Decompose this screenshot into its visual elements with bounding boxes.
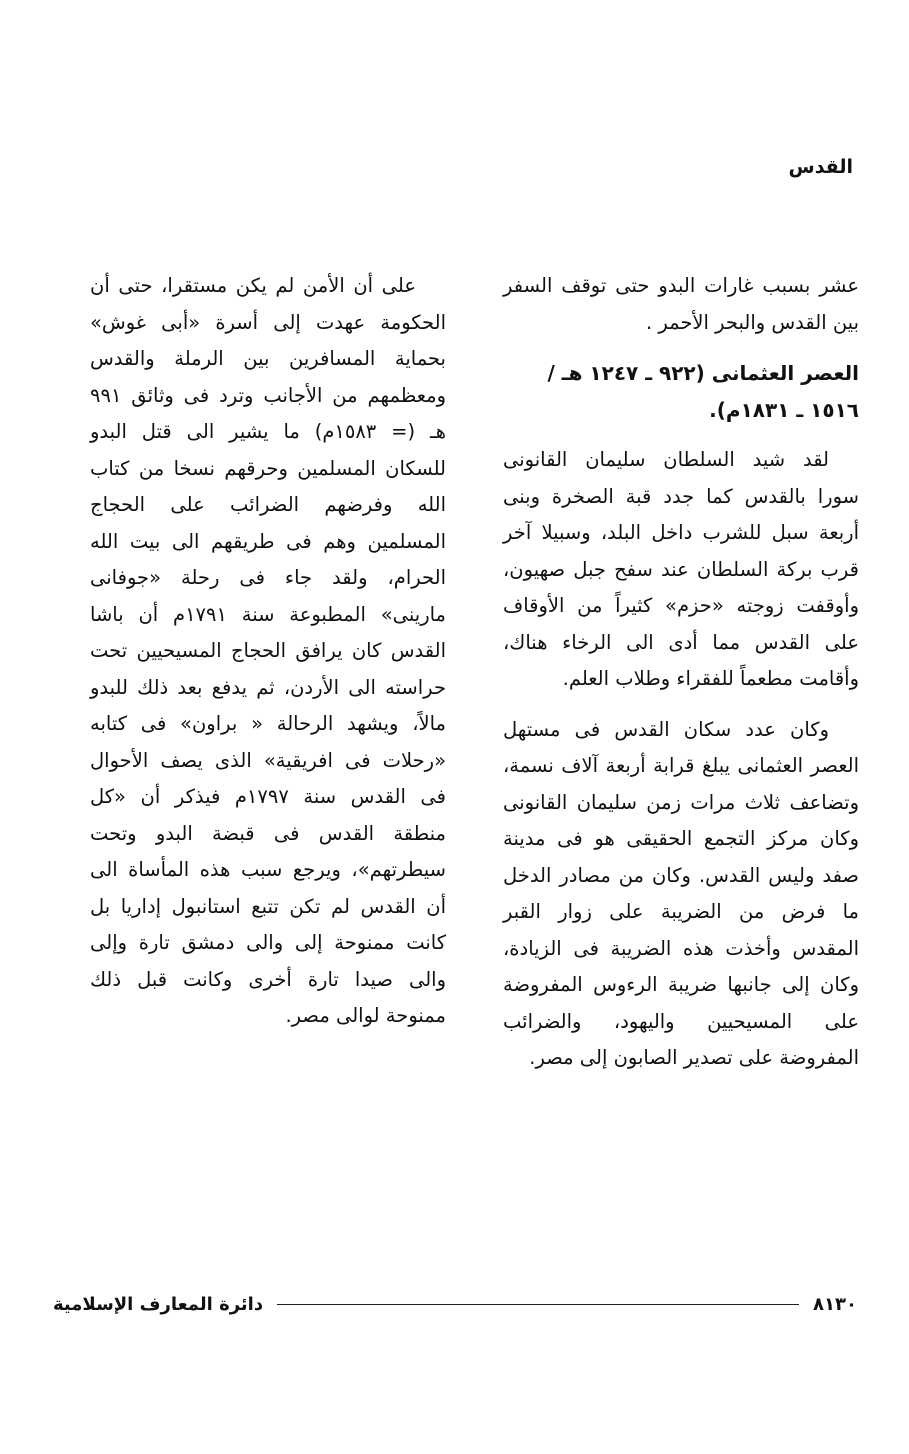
- left-paragraph-1: على أن الأمن لم يكن مستقرا، حتى أن الحكومة عهدت إلى أسرة «أبى غوش» بحماية المسافرين بين الرملة والقدس ومعظمهم من الأجانب وترد فى وثائق ٩٩١ هـ (= ١٥٨٣م) ما يشير الى قتل البدو للسكان المسلمين وحرقهم نسخا من كتاب الله وفرضهم الضرائب على الحجاج المسلمين وهم فى طريقهم الى بيت الله الحرام، ولقد جاء فى رحلة «جوفانى مارينى» المطبوعة سنة ١٧٩١م أن باشا القدس كان يرافق الحجاج المسيحيين تحت حراسته الى الأردن، ثم يدفع بعد ذلك للبدو مالاً، ويشهد الرحالة « براون» فى كتابه «رحلات فى افريقية» الذى يصف الأحوال فى القدس سنة ١٧٩٧م فيذكر أن «كل منطقة القدس فى قبضة البدو وتحت سيطرتهم»، ويرجع سبب هذه المأساة الى أن القدس لم تكن تتبع استانبول إداريا بل كانت ممنوحة إلى والى دمشق تارة وإلى والى صيدا تارة أخرى وكانت قبل ذلك ممنوحة لوالى مصر.: [90, 274, 447, 1027]
- right-paragraph-2: لقد شيد السلطان سليمان القانونى سورا بالقدس كما جدد قبة الصخرة وبنى أربعة سبل للشرب داخل البلد، وسبيلا آخر قرب بركة السلطان عند سفح جبل صهيون، وأوقفت زوجته «حزم» كثيراً من الأوقاف على القدس مما أدى الى الرخاء هناك، وأقامت مطعماً للفقراء وطلاب العلم.: [503, 448, 859, 690]
- page-number: ٨١٣٠: [813, 1293, 857, 1315]
- right-paragraph-3: وكان عدد سكان القدس فى مستهل العصر العثمانى يبلغ قرابة أربعة آلاف نسمة، وتضاعف ثلاث مرات زمن سليمان القانونى وكان مركز التجمع الحقيقى هو فى مدينة صفد وليس القدس. وكان من مصادر الدخل ما فرض من الضريبة على زوار القبر المقدس وأخذت هذه الضريبة فى الزيادة، وكان إلى جانبها ضريبة الرءوس المفروضة على المسيحيين واليهود، والضرائب المفروضة على تصدير الصابون إلى مصر.: [503, 717, 859, 1069]
- running-head: القدس: [788, 156, 853, 178]
- page-footer: [53, 1290, 857, 1318]
- section-heading-ottoman-era: العصر العثمانى (٩٢٢ ـ ١٢٤٧ هـ / ١٥١٦ ـ ١٨٣١م).: [547, 361, 859, 422]
- publication-title: دائرة المعارف الإسلامية: [53, 1293, 264, 1315]
- left-column: [90, 268, 446, 1049]
- right-paragraph-1: عشر بسبب غارات البدو حتى توقف السفر بين القدس والبحر الأحمر .: [503, 274, 859, 334]
- footer-rule: [277, 1304, 799, 1305]
- right-column: [503, 268, 859, 1091]
